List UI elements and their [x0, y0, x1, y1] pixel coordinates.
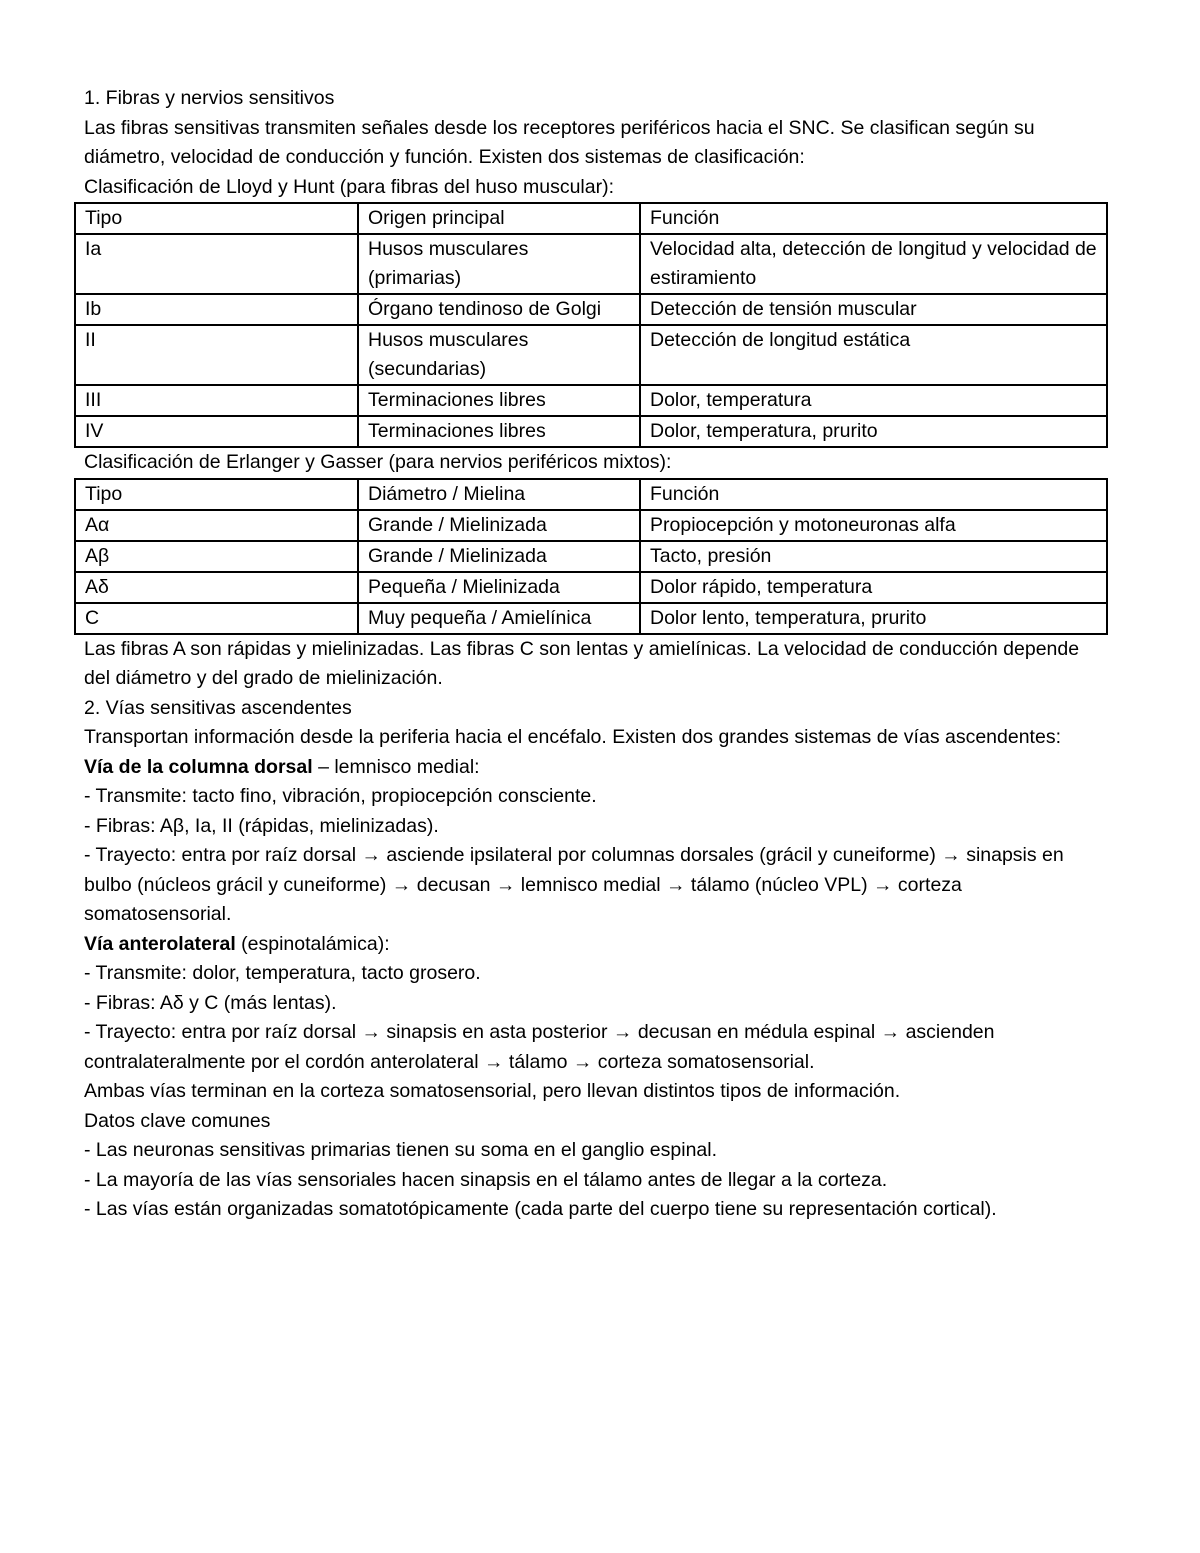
table-row — [75, 294, 1107, 325]
table-cell: Dolor lento, temperatura, prurito — [640, 603, 1107, 634]
closing-paragraph: Ambas vías terminan en la corteza somatosensorial, pero llevan distintos tipos de información. — [84, 1080, 901, 1102]
dorsal-column-title-rest: – lemnisco medial: — [312, 755, 480, 778]
section-1-heading: 1. Fibras y nervios sensitivos — [84, 87, 335, 109]
list-item: - Transmite: dolor, temperatura, tacto grosero. — [84, 962, 481, 984]
table-row — [75, 510, 1107, 541]
list-item: - Trayecto: entra por raíz dorsal → asciende ipsilateral por columnas dorsales (grácil y cuneiforme) → sinapsis en bulbo (núcleos grácil y cuneiforme) → decusan → lemnisco medial → tálamo (núcleo VPL) → corteza somatosensorial. — [84, 844, 1064, 925]
table-cell: Terminaciones libres — [358, 385, 640, 416]
table-cell: Dolor, temperatura, prurito — [640, 416, 1107, 447]
list-item: - Transmite: tacto fino, vibración, propiocepción consciente. — [84, 785, 597, 807]
table-header-cell: Origen principal — [358, 203, 640, 234]
table-row — [75, 572, 1107, 603]
anterolateral-title-rest: (espinotalámica): — [235, 932, 390, 955]
table-cell: Aα — [75, 510, 358, 541]
table-cell: Detección de longitud estática — [640, 325, 1107, 385]
table-row — [75, 385, 1107, 416]
section-1-intro: Las fibras sensitivas transmiten señales desde los receptores periféricos hacia el SNC. Se clasifican según su diámetro, velocidad de conducción y función. Existen dos sistemas de clasificación: — [84, 116, 1035, 168]
list-item: - Fibras: Aβ, Ia, II (rápidas, mielinizadas). — [84, 814, 439, 837]
table-cell: Muy pequeña / Amielínica — [358, 603, 640, 634]
list-item: - Trayecto: entra por raíz dorsal → sinapsis en asta posterior → decusan en médula espinal → ascienden contralateralmente por el cordón anterolateral → tálamo → corteza somatosensorial. — [84, 1021, 995, 1073]
table-cell: Tacto, presión — [640, 541, 1107, 572]
table-cell: Husos musculares (primarias) — [358, 234, 640, 294]
table-cell: Aβ — [75, 541, 358, 572]
table-row — [75, 603, 1107, 634]
table-cell: Velocidad alta, detección de longitud y velocidad de estiramiento — [640, 234, 1107, 294]
table-cell: Grande / Mielinizada — [358, 541, 640, 572]
table-cell: Aδ — [75, 572, 358, 603]
table-cell: Husos musculares (secundarias) — [358, 325, 640, 385]
table-cell: II — [75, 325, 358, 385]
anterolateral-title-bold: Vía anterolateral — [84, 932, 236, 955]
table-cell: III — [75, 385, 358, 416]
list-item: - Las neuronas sensitivas primarias tienen su soma en el ganglio espinal. — [84, 1139, 718, 1161]
table-cell: Terminaciones libres — [358, 416, 640, 447]
table-cell: Ib — [75, 294, 358, 325]
erlanger-gasser-table-caption: Clasificación de Erlanger y Gasser (para nervios periféricos mixtos): — [84, 451, 672, 473]
section-2-heading: 2. Vías sensitivas ascendentes — [84, 696, 352, 719]
anterolateral-title — [84, 930, 1105, 960]
table-row — [75, 325, 1107, 385]
table-header-cell: Tipo — [75, 203, 358, 234]
table-row — [75, 234, 1107, 294]
dorsal-column-title-bold: Vía de la columna dorsal — [84, 755, 313, 778]
table-cell: Grande / Mielinizada — [358, 510, 640, 541]
fibers-summary: Las fibras A son rápidas y mielinizadas. Las fibras C son lentas y amielínicas. La velocidad de conducción depende del diámetro y del grado de mielinización. — [84, 637, 1080, 689]
dorsal-column-title — [84, 753, 1105, 783]
table-cell: Propiocepción y motoneuronas alfa — [640, 510, 1107, 541]
table-header-cell: Función — [640, 203, 1107, 234]
table-cell: Pequeña / Mielinizada — [358, 572, 640, 603]
list-item: - Las vías están organizadas somatotópicamente (cada parte del cuerpo tiene su representación cortical). — [84, 1198, 997, 1220]
lloyd-hunt-table — [74, 202, 1108, 448]
table-header-row — [75, 203, 1107, 234]
list-item: - La mayoría de las vías sensoriales hacen sinapsis en el tálamo antes de llegar a la corteza. — [84, 1168, 888, 1191]
erlanger-gasser-table — [74, 478, 1108, 635]
table-cell: IV — [75, 416, 358, 447]
table-cell: Órgano tendinoso de Golgi — [358, 294, 640, 325]
table-cell: Dolor rápido, temperatura — [640, 572, 1107, 603]
table-row — [75, 416, 1107, 447]
table-header-cell: Tipo — [75, 479, 358, 510]
table-cell: Dolor, temperatura — [640, 385, 1107, 416]
table-row — [75, 541, 1107, 572]
table-header-cell: Diámetro / Mielina — [358, 479, 640, 510]
table-header-row — [75, 479, 1107, 510]
list-item: - Fibras: Aδ y C (más lentas). — [84, 991, 337, 1014]
table-cell: Ia — [75, 234, 358, 294]
lloyd-hunt-table-caption: Clasificación de Lloyd y Hunt (para fibras del huso muscular): — [84, 175, 614, 198]
key-facts-heading: Datos clave comunes — [84, 1109, 271, 1132]
table-header-cell: Función — [640, 479, 1107, 510]
section-2-intro: Transportan información desde la periferia hacia el encéfalo. Existen dos grandes sistemas de vías ascendentes: — [84, 726, 1061, 748]
table-cell: Detección de tensión muscular — [640, 294, 1107, 325]
table-cell: C — [75, 603, 358, 634]
